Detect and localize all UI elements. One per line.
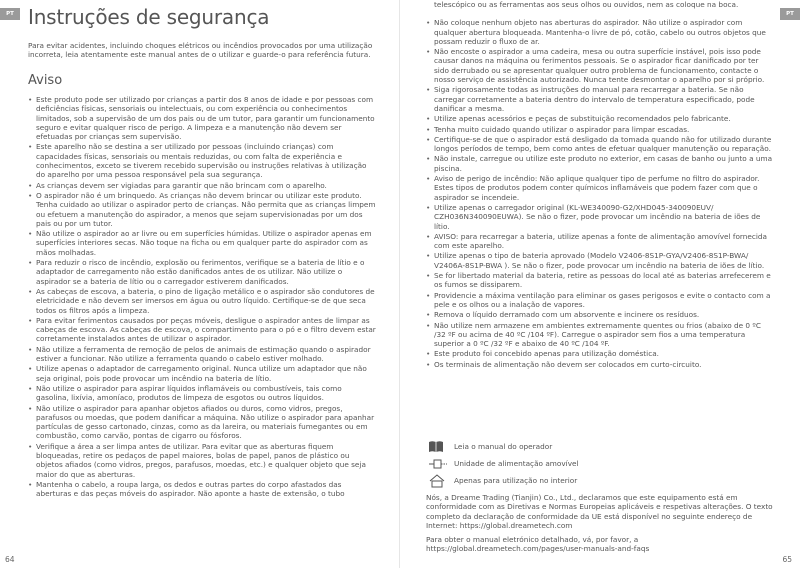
list-item: • Não instale, carregue ou utilize este produto no exterior, em casas de banho ou junto a uma piscina. (426, 154, 774, 173)
list-item: • Tenha muito cuidado quando utilizar o aspirador para limpar escadas. (426, 125, 774, 134)
list-item: • Remova o líquido derramado com um absorvente e incinere os resíduos. (426, 310, 774, 319)
symbol-row (428, 472, 778, 489)
list-item: • Este aparelho não se destina a ser utilizado por pessoas (incluindo crianças) com capacidades físicas, sensoriais ou mentais reduzidas, ou com falta de experiência e conhecimentos, exceto se tiverem recebido supervisão ou instruções relativas à utilização do aparelho por uma pessoa responsável pela sua segurança. (28, 142, 376, 179)
list-item: • Utilize apenas o carregador original (KL-WE340090-G2/XHD045-340090EUV/ CZH036N340090EUWA). Se não o fizer, pode provocar um incêndio na bateria de iões de lítio. (426, 203, 774, 231)
list-item: • O aspirador não é um brinquedo. As crianças não devem brincar ou utilizar este produto. Tenha cuidado ao utilizar o aspirador perto de crianças. Não permita que as crianças limpem ou efetuem a manutenção do aspirador, a menos que sejam supervisionadas por um dos pais ou por um tutor. (28, 191, 376, 228)
language-tab: PT (780, 8, 800, 20)
intro-paragraph: Para evitar acidentes, incluindo choques elétricos ou incêndios provocados por uma utilização incorreta, leia atentamente este manual antes de o utilizar e guarde-o para referência futura. (28, 41, 373, 60)
list-item: • Siga rigorosamente todas as instruções do manual para recarregar a bateria. Se não carregar corretamente a bateria dentro do intervalo de temperatura especificado, pode danificar a mesma. (426, 85, 774, 113)
page-number: 64 (5, 555, 15, 564)
list-item: • Providencie a máxima ventilação para eliminar os gases perigosos e evite o contacto com a pele e os olhos ou a inalação de vapores. (426, 291, 774, 310)
conformity-declaration: Nós, a Dreame Trading (Tianjin) Co., Ltd., declaramos que este equipamento está em conformidade com as Diretivas e Normas Europeias aplicáveis e respetivas alterações. O texto completo da declaração de conformidade da UE está disponível no seguinte endereço de Internet: https://global.dreametech.com (426, 493, 773, 530)
list-item: • Não utilize nem armazene em ambientes extremamente quentes ou frios (abaixo de 0 ºC /32 ºF ou acima de 40 ºC /104 ºF). Carregue o aspirador sem fios a uma temperatura superior a 0 ºC /32 ºF e abaixo de 40 ºC /104 ºF. (426, 321, 774, 349)
symbol-row (428, 438, 778, 455)
list-item: • Utilize apenas o adaptador de carregamento original. Nunca utilize um adaptador que não seja original, pois pode provocar um incêndio na bateria de lítio. (28, 364, 376, 383)
list-item: • As crianças devem ser vigiadas para garantir que não brincam com o aparelho. (28, 181, 376, 190)
list-item: • Para evitar ferimentos causados por peças móveis, desligue o aspirador antes de limpar as cabeças de escova. As cabeças de escova, o compartimento para o pó e o filtro devem estar corretamente instalados antes de utilizar o aspirador. (28, 316, 376, 344)
indoor-house-icon (428, 474, 450, 488)
list-item: • Utilize apenas acessórios e peças de substituição recomendados pelo fabricante. (426, 114, 774, 123)
list-item: • AVISO: para recarregar a bateria, utilize apenas a fonte de alimentação amovível fornecida com este aparelho. (426, 232, 774, 251)
list-item: • Não utilize a ferramenta de remoção de pelos de animais de estimação quando o aspirador estiver a funcionar. Não utilize a ferramenta quando o cabelo estiver molhado. (28, 345, 376, 364)
list-item: • Este produto foi concebido apenas para utilização doméstica. (426, 349, 774, 358)
warning-list-continued (426, 9, 774, 370)
list-item: • Os terminais de alimentação não devem ser colocados em curto-circuito. (426, 360, 774, 369)
page-title: Instruções de segurança (28, 5, 270, 29)
list-item: • Certifique-se de que o aspirador está desligado da tomada quando não for utilizado durante longos períodos de tempo, bem como antes de efetuar qualquer manutenção ou reparação. (426, 135, 774, 154)
list-item: • Não utilize o aspirador para aspirar líquidos inflamáveis ou combustíveis, tais como gasolina, lixívia, amoníaco, produtos de limpeza de esgotos ou outros líquidos. (28, 384, 376, 403)
list-item: • Não encoste o aspirador a uma cadeira, mesa ou outra superfície instável, pois isso pode causar danos na máquina ou ferimentos pessoais. Se o aspirador ficar danificado por ter sido derrubado ou se apresentar qualquer outro problema de funcionamento, contacte o nosso serviço de assistência autorizado. Nunca tente desmontar o aparelho por si próprio. (426, 47, 774, 84)
book-icon (428, 440, 450, 454)
list-item: • Verifique a área a ser limpa antes de utilizar. Para evitar que as aberturas fiquem bloqueadas, retire os pedaços de papel maiores, bolas de papel, panos de plástico ou objetos afiados (como vidros, pregos, parafusos, moedas, etc.) e qualquer objeto que seja maior do que as aberturas. (28, 442, 376, 479)
e-manual-notice: Para obter o manual eletrónico detalhado, vá, por favor, a https://global.dreametech.com/pages/user-manuals-and-faqs (426, 535, 650, 554)
list-item: • Utilize apenas o tipo de bateria aprovado (Modelo V2406-8S1P-GYA/V2406-8S1P-BWA/ V2406A-8S1P-BWA ). Se não o fizer, pode provocar um incêndio na bateria de iões de lítio. (426, 251, 774, 270)
list-item: • Não utilize o aspirador ao ar livre ou em superfícies húmidas. Utilize o aspirador apenas em superfícies interiores secas. Não toque na ficha ou em qualquer parte do aspirador com as mãos molhadas. (28, 229, 376, 257)
page-number: 65 (782, 555, 792, 564)
language-tab: PT (0, 8, 20, 20)
symbol-label: Leia o manual do operador (454, 442, 553, 451)
list-item: • Para reduzir o risco de incêndio, explosão ou ferimentos, verifique se a bateria de lítio e o adaptador de carregamento não estão danificados antes de os utilizar. Não utilize o aspirador se a bateria de lítio ou o carregador estiverem danificados. (28, 258, 376, 286)
removable-power-supply-icon (428, 457, 450, 471)
continued-text: telescópico ou as ferramentas aos seus olhos ou ouvidos, nem as coloque na boca. (434, 0, 739, 9)
right-page (400, 0, 800, 568)
list-item: • Mantenha o cabelo, a roupa larga, os dedos e outras partes do corpo afastados das aberturas e das peças móveis do aspirador. Não aponte a haste de extensão, o tubo (28, 480, 376, 499)
list-item: • As cabeças de escova, a bateria, o pino de ligação metálico e o aspirador são condutores de eletricidade e não devem ser imersos em água ou outro líquido. Certifique-se de que seca todos os filtros após a limpeza. (28, 287, 376, 315)
symbol-label: Apenas para utilização no interior (454, 476, 578, 485)
symbol-legend (428, 438, 778, 489)
list-item: • Aviso de perigo de incêndio: Não aplique qualquer tipo de perfume no filtro do aspirador. Estes tipos de produtos podem conter químicos inflamáveis que podem fazer com que o aspirador se incendeie. (426, 174, 774, 202)
symbol-label: Unidade de alimentação amovível (454, 459, 579, 468)
list-item: • Não utilize o aspirador para apanhar objetos afiados ou duros, como vidros, pregos, parafusos ou moedas, que podem danificar a máquina. Não utilize o aspirador para apanhar partículas de gesso cartonado, cinzas, como as da lareira, ou materiais fumegantes ou em combustão, como carvão, pontas de cigarro ou fósforos. (28, 404, 376, 441)
symbol-row (428, 455, 778, 472)
warning-list (28, 95, 376, 499)
list-item: • Não coloque nenhum objeto nas aberturas do aspirador. Não utilize o aspirador com qualquer abertura bloqueada. Mantenha-o livre de pó, cotão, cabelo ou outros objetos que possam reduzir o fluxo de ar. (426, 18, 774, 46)
list-item: • Se for libertado material da bateria, retire as pessoas do local até as baterias arrefecerem e os fumos se dissiparem. (426, 271, 774, 290)
list-item: • Este produto pode ser utilizado por crianças a partir dos 8 anos de idade e por pessoas com deficiências físicas, sensoriais ou intelectuais, ou com experiência ou conhecimentos limitados, sob a supervisão de um dos pais ou de um tutor, para garantir um funcionamento seguro e evitar qualquer risco de perigo. A limpeza e a manutenção não devem ser efetuadas por crianças sem supervisão. (28, 95, 376, 141)
warning-heading: Aviso (28, 73, 63, 88)
